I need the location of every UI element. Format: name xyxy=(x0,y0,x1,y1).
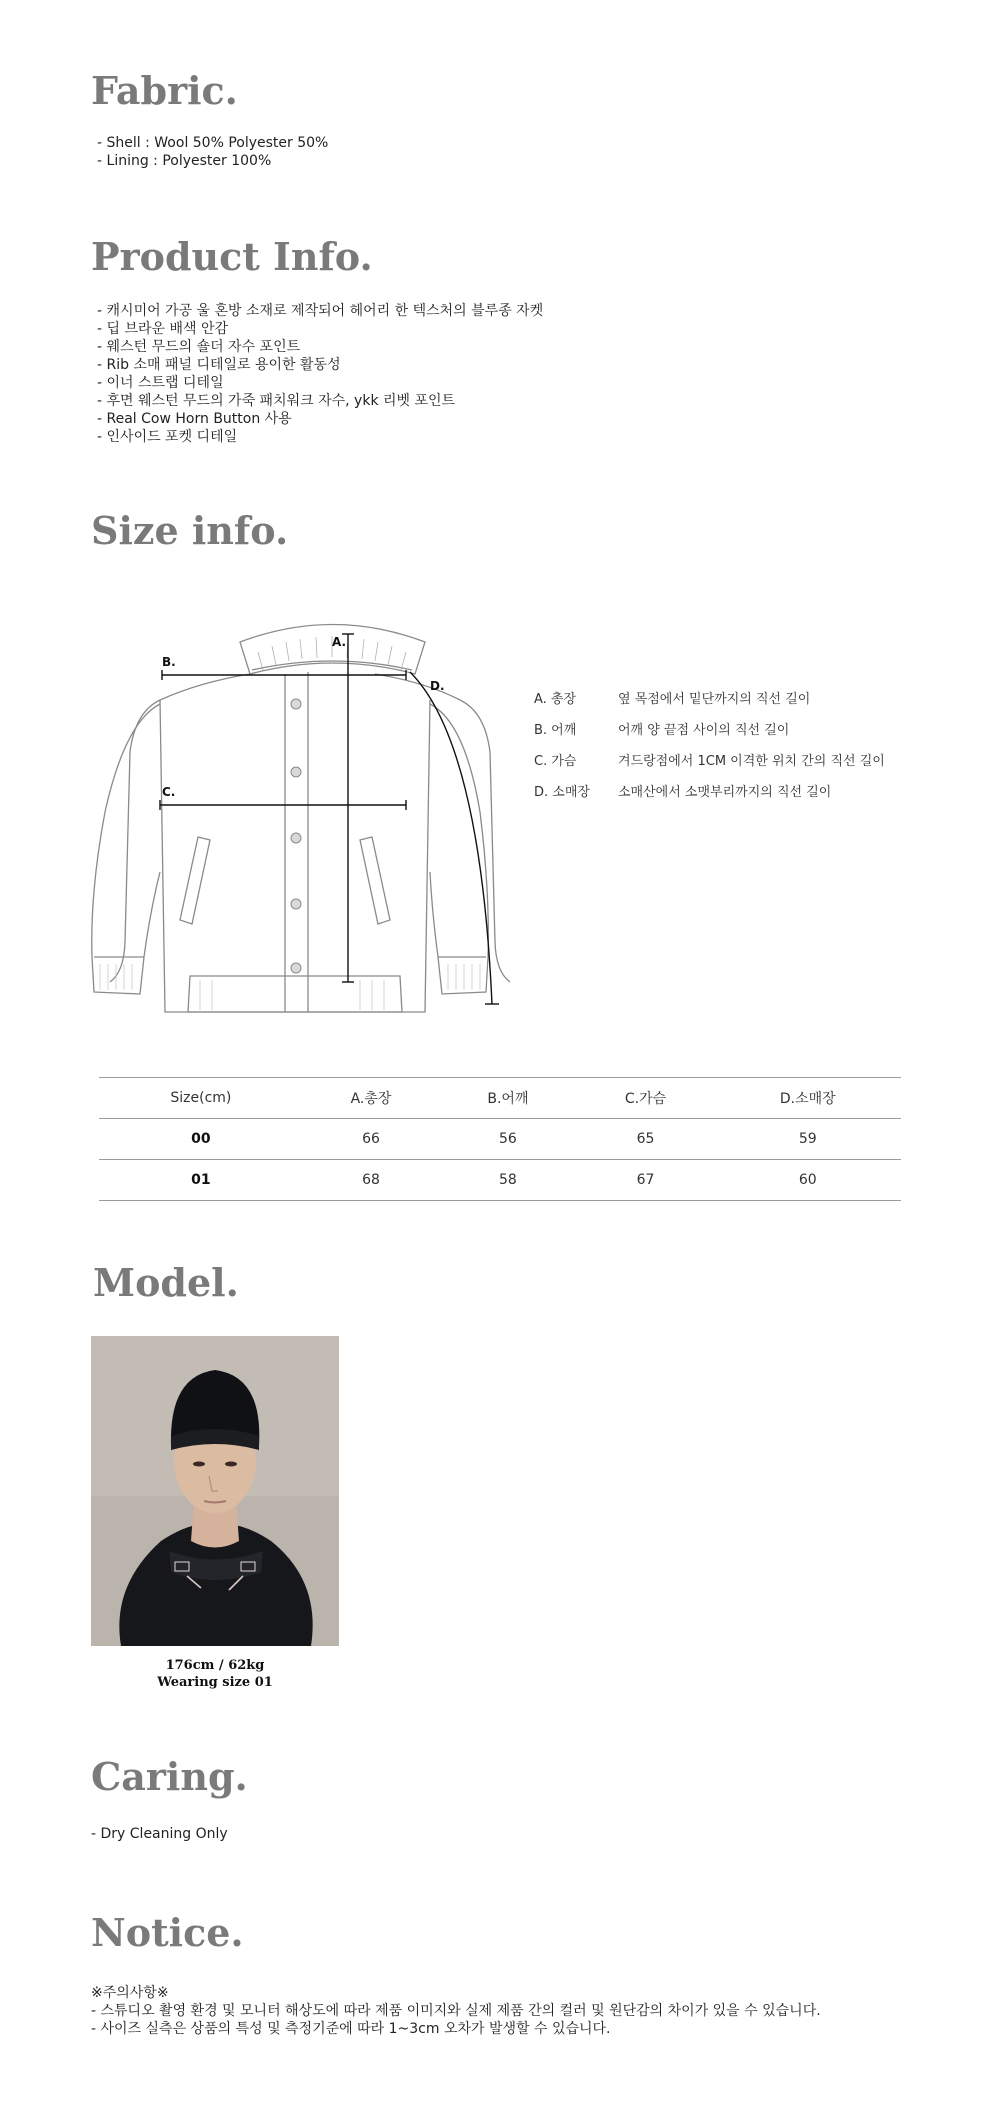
button-shape xyxy=(291,899,301,909)
size-value-cell: 68 xyxy=(303,1160,439,1201)
size-value-cell: 58 xyxy=(439,1160,576,1201)
legend-desc: 소매산에서 소맷부리까지의 직선 길이 xyxy=(618,785,832,800)
notice-line: - 스튜디오 촬영 환경 및 모니터 해상도에 따라 제품 이미지와 실제 제품 간의 컬러 및 원단감의 차이가 있을 수 있습니다. xyxy=(91,2003,821,2019)
notice-line: ※주의사항※ xyxy=(91,1985,169,2001)
diagram-label-a: A. xyxy=(332,635,347,649)
legend-key: C. 가슴 xyxy=(534,754,577,769)
fabric-item: - Shell : Wool 50% Polyester 50% xyxy=(97,134,328,152)
model-caption-size: Wearing size 01 xyxy=(157,1675,273,1690)
hem-rib xyxy=(188,976,402,1012)
jacket-measurement-diagram xyxy=(80,612,520,1022)
legend-key: A. 총장 xyxy=(534,692,577,707)
size-table xyxy=(99,1077,901,1201)
size-value-cell: 66 xyxy=(303,1119,439,1160)
button-shape xyxy=(291,963,301,973)
size-value-cell: 56 xyxy=(439,1119,576,1160)
legend-desc: 옆 목점에서 밑단까지의 직선 길이 xyxy=(618,692,811,707)
size-header-cell: B.어깨 xyxy=(439,1078,576,1119)
legend-desc: 어깨 양 끝점 사이의 직선 길이 xyxy=(618,723,790,738)
product-info-item: - Rib 소매 패널 디테일로 용이한 활동성 xyxy=(97,356,543,374)
fabric-list xyxy=(97,134,328,170)
legend-key: D. 소매장 xyxy=(534,785,590,800)
size-label-cell: 00 xyxy=(99,1119,303,1160)
size-table-header xyxy=(99,1078,901,1119)
size-value-cell: 65 xyxy=(577,1119,715,1160)
button-shape xyxy=(291,767,301,777)
product-info-item: - 딥 브라운 배색 안감 xyxy=(97,320,543,338)
product-info-item: - 웨스턴 무드의 숄더 자수 포인트 xyxy=(97,338,543,356)
product-info-item: - Real Cow Horn Button 사용 xyxy=(97,410,543,428)
caring-text: - Dry Cleaning Only xyxy=(91,1826,228,1842)
size-label-cell: 01 xyxy=(99,1160,303,1201)
model-caption-measurements: 176cm / 62kg xyxy=(165,1658,265,1673)
table-row xyxy=(99,1160,901,1201)
model-heading: Model. xyxy=(93,1260,239,1305)
size-value-cell: 59 xyxy=(715,1119,902,1160)
size-header-cell: A.총장 xyxy=(303,1078,439,1119)
legend-key: B. 어깨 xyxy=(534,723,577,738)
product-info-item: - 캐시미어 가공 울 혼방 소재로 제작되어 헤어리 한 텍스처의 블루종 자켓 xyxy=(97,302,543,320)
diagram-label-c: C. xyxy=(162,785,176,799)
size-value-cell: 67 xyxy=(577,1160,715,1201)
table-row xyxy=(99,1119,901,1160)
size-info-heading: Size info. xyxy=(91,508,289,553)
legend-desc: 겨드랑점에서 1CM 이격한 위치 간의 직선 길이 xyxy=(618,754,885,769)
diagram-label-b: B. xyxy=(162,655,176,669)
notice-line: - 사이즈 실측은 상품의 특성 및 측정기준에 따라 1~3cm 오차가 발생할 수 있습니다. xyxy=(91,2021,611,2037)
notice-heading: Notice. xyxy=(91,1910,244,1955)
button-shape xyxy=(291,699,301,709)
model-photo xyxy=(91,1336,339,1646)
product-info-item: - 인사이드 포켓 디테일 xyxy=(97,428,543,446)
product-info-heading: Product Info. xyxy=(91,234,373,279)
size-header-cell: Size(cm) xyxy=(99,1078,303,1119)
product-info-item: - 이너 스트랩 디테일 xyxy=(97,374,543,392)
size-value-cell: 60 xyxy=(715,1160,902,1201)
size-header-cell: C.가슴 xyxy=(577,1078,715,1119)
diagram-label-d: D. xyxy=(430,679,445,693)
button-shape xyxy=(291,833,301,843)
product-info-list xyxy=(97,302,543,446)
measure-line-d xyxy=(410,672,492,1004)
size-header-cell: D.소매장 xyxy=(715,1078,902,1119)
fabric-item: - Lining : Polyester 100% xyxy=(97,152,328,170)
caring-heading: Caring. xyxy=(91,1754,248,1799)
product-info-item: - 후면 웨스턴 무드의 가죽 패치워크 자수, ykk 리벳 포인트 xyxy=(97,392,543,410)
fabric-heading: Fabric. xyxy=(91,68,238,113)
notice-text xyxy=(91,1984,821,2038)
